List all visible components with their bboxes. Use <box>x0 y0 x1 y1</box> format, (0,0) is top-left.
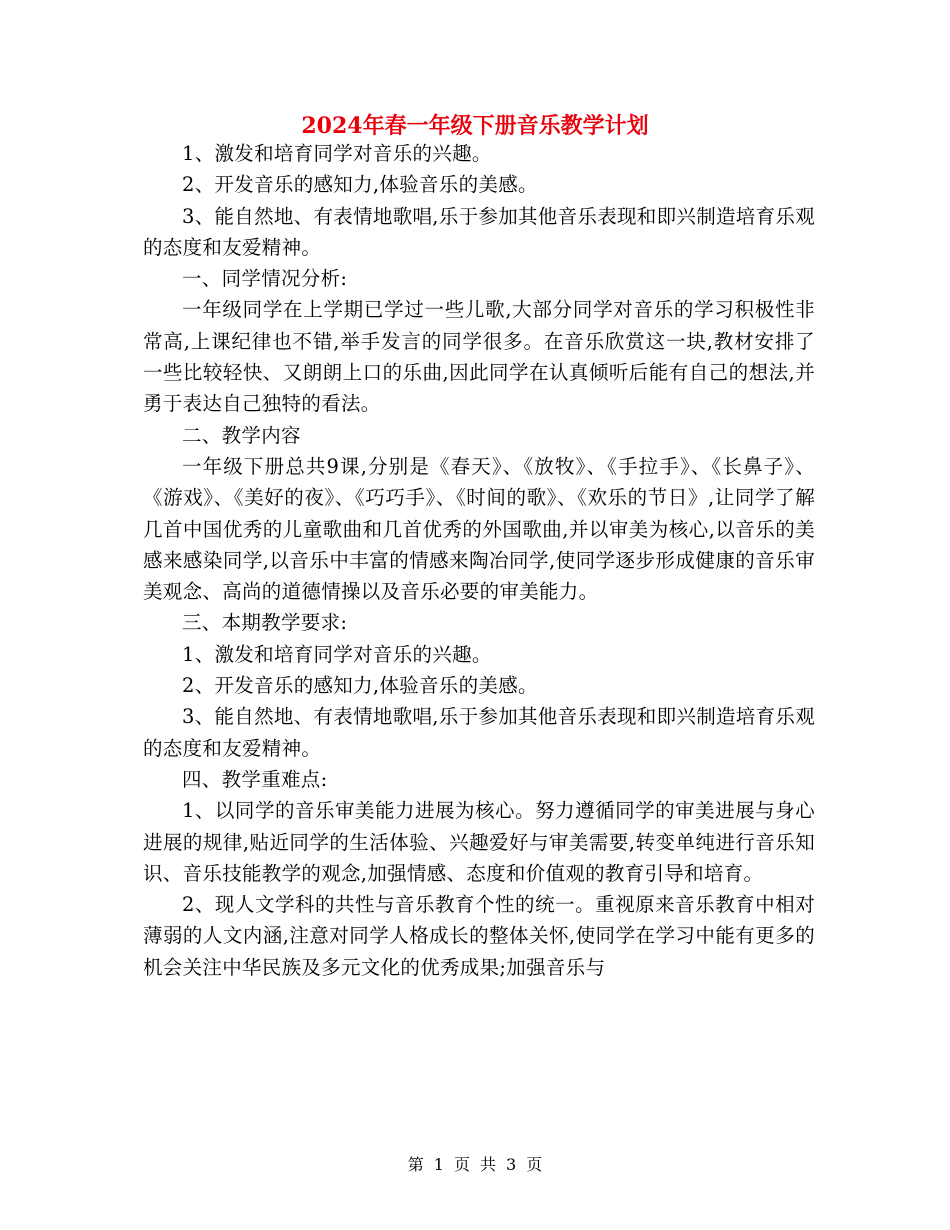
page-label-prefix: 第 <box>407 1155 424 1174</box>
paragraph: 一年级同学在上学期已学过一些儿歌,大部分同学对音乐的学习积极性非常高,上课纪律也不错,举手发言的同学很多。在音乐欣赏这一块,教材安排了一些比较轻快、又朗朗上口的乐曲,因此同学在认真倾听后能有自己的想法,并勇于表达自己独特的看法。 <box>143 298 815 416</box>
paragraph: 3、能自然地、有表情地歌唱,乐于参加其他音乐表现和即兴制造培育乐观的态度和友爱精神。 <box>143 204 816 259</box>
paragraph: 一年级下册总共9课,分别是《春天》、《放牧》、《手拉手》、《长鼻子》、《游戏》、《美好的夜》、《巧巧手》、《时间的歌》、《欢乐的节日》,让同学了解几首中国优秀的儿童歌曲和几首优秀的外国歌曲,并以审美为核心,以音乐的美感来感染同学,以音乐中丰富的情感来陶冶同学,使同学逐步形成健康的音乐审美观念、高尚的道德情操以及音乐必要的审美能力。 <box>143 454 815 604</box>
section-heading: 三、本期教学要求: <box>182 611 348 635</box>
document-body <box>143 138 815 983</box>
page-footer <box>0 1154 950 1176</box>
total-pages-number: 3 <box>506 1155 517 1174</box>
section-heading: 一、同学情况分析: <box>182 267 348 291</box>
section-heading: 二、教学内容 <box>182 423 301 447</box>
paragraph: 1、以同学的音乐审美能力进展为核心。努力遵循同学的审美进展与身心进展的规律,贴近同学的生活体验、兴趣爱好与审美需要,转变单纯进行音乐知识、音乐技能教学的观念,加强情感、态度和价值观的教育引导和培育。 <box>143 799 815 885</box>
paragraph: 2、开发音乐的感知力,体验音乐的美感。 <box>182 173 538 197</box>
section-heading: 四、教学重难点: <box>182 767 328 791</box>
paragraph: 1、激发和培育同学对音乐的兴趣。 <box>182 642 492 666</box>
paragraph: 2、现人文学科的共性与音乐教育个性的统一。重视原来音乐教育中相对薄弱的人文内涵,注意对同学人格成长的整体关怀,使同学在学习中能有更多的机会关注中华民族及多元文化的优秀成果;加强音乐与 <box>143 893 815 979</box>
document-title: 2024年春一年级下册音乐教学计划 <box>301 113 649 139</box>
page-label-mid: 页 <box>453 1155 470 1174</box>
current-page-number: 1 <box>433 1155 444 1174</box>
total-suffix: 页 <box>526 1155 543 1174</box>
total-prefix: 共 <box>480 1155 497 1174</box>
paragraph: 2、开发音乐的感知力,体验音乐的美感。 <box>182 674 538 698</box>
paragraph: 1、激发和培育同学对音乐的兴趣。 <box>182 142 492 165</box>
paragraph: 3、能自然地、有表情地歌唱,乐于参加其他音乐表现和即兴制造培育乐观的态度和友爱精神。 <box>143 705 816 760</box>
